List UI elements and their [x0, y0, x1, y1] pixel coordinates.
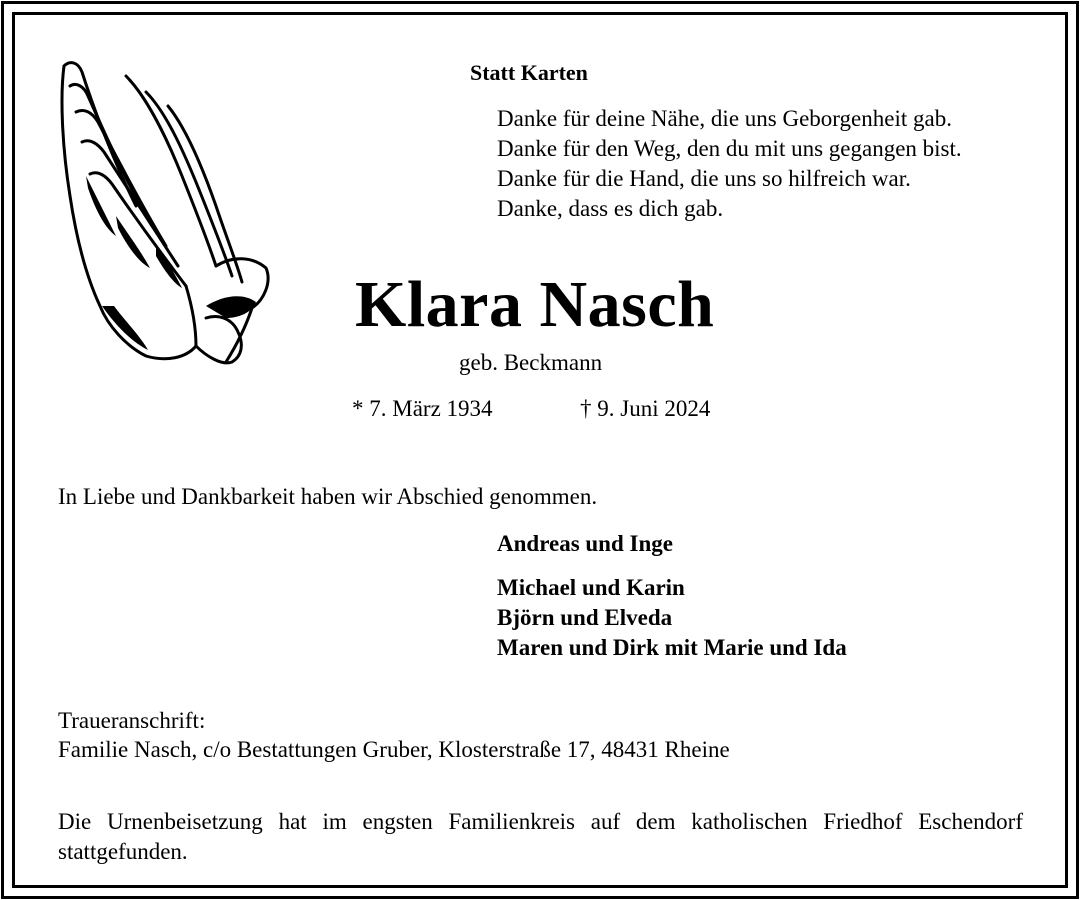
grandchildren-line: Björn und Elveda — [497, 605, 673, 630]
verse-line: Danke für den Weg, den du mit uns gegangen bist. — [497, 136, 962, 161]
burial-notice: Die Urnenbeisetzung hat im engsten Familienkreis auf dem katholischen Friedhof Eschendorf stattgefunden. — [58, 809, 1023, 864]
verse — [497, 104, 962, 224]
maiden-name: geb. Beckmann — [459, 350, 603, 375]
verse-line: Danke für deine Nähe, die uns Geborgenheit gab. — [497, 106, 952, 131]
verse-line: Danke für die Hand, die uns so hilfreich war. — [497, 166, 911, 191]
grandchildren-line: Maren und Dirk mit Marie und Ida — [497, 635, 847, 660]
birth-date: * 7. März 1934 — [352, 396, 493, 421]
praying-hands-icon — [56, 56, 272, 376]
family-children: Andreas und Inge — [497, 531, 673, 556]
farewell-text: In Liebe und Dankbarkeit haben wir Abschied genommen. — [58, 484, 598, 509]
family-grandchildren — [497, 573, 847, 663]
death-date: † 9. Juni 2024 — [580, 396, 711, 421]
address-line: Familie Nasch, c/o Bestattungen Gruber, Klosterstraße 17, 48431 Rheine — [58, 737, 730, 762]
address-label: Traueranschrift: — [58, 708, 206, 733]
verse-line: Danke, dass es dich gab. — [497, 196, 724, 221]
deceased-name: Klara Nasch — [355, 268, 715, 341]
statt-karten-label: Statt Karten — [470, 60, 588, 85]
grandchildren-line: Michael und Karin — [497, 575, 685, 600]
